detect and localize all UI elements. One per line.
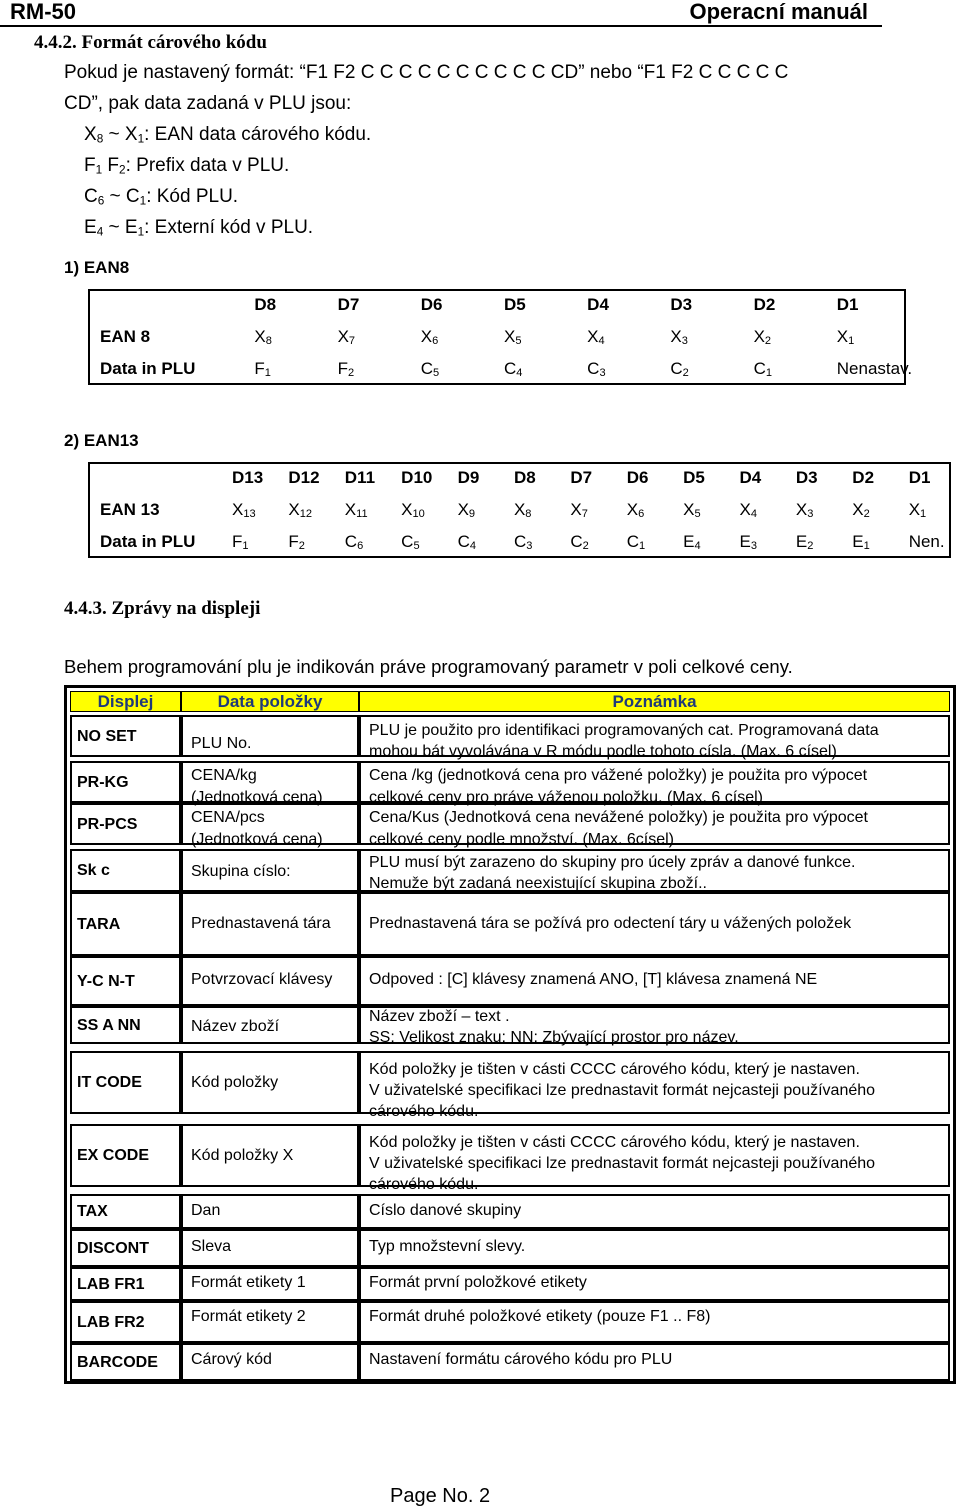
- note-text: Prednastavená tára se požívá pro odectení táry u vážených položek: [369, 915, 852, 932]
- digit-header: D10: [401, 468, 433, 487]
- display-code: TARA: [77, 915, 121, 933]
- item-data: Sleva: [191, 1238, 232, 1255]
- note-text: PLU je použito pro identifikaci programovaných cat. Programovaná data: [369, 722, 879, 739]
- ean8-label: 1) EAN8: [64, 258, 130, 277]
- digit-header: D8: [254, 295, 277, 314]
- section-442-title: 4.4.2. Formát cárového kódu: [34, 32, 267, 53]
- digit-header: D3: [670, 295, 693, 314]
- digit-header: D11: [344, 468, 376, 487]
- note-text: Název zboží – text .: [369, 1008, 510, 1025]
- note-text: Nemuže být zadaná neexistující skupina zboží..: [369, 875, 707, 892]
- digit-header: D4: [739, 468, 762, 487]
- digit-cell: $X_6$: [420, 326, 439, 348]
- row-label: Data in PLU: [100, 359, 196, 378]
- ean8-header-row: [90, 289, 904, 321]
- item-data: Dan: [191, 1202, 221, 1219]
- display-code: BARCODE: [77, 1353, 158, 1371]
- note-text: Formát první položkové etikety: [369, 1274, 587, 1291]
- definition-line: $C_6$ ~ $C_1$: Kód PLU.: [84, 186, 239, 208]
- digit-cell: $X_{12}$: [288, 499, 313, 521]
- note-text: Kód položky je tišten v cásti CCCC cárového kódu, který je nastaven.: [369, 1134, 860, 1151]
- display-code: EX CODE: [77, 1147, 150, 1164]
- digit-cell: $X_{13}$: [232, 499, 256, 521]
- digit-cell: $X_1$: [908, 499, 927, 521]
- ean8-table: [90, 289, 913, 385]
- display-code: DISCONT: [77, 1239, 149, 1257]
- digit-header: D7: [337, 295, 360, 314]
- ean13-label: 2) EAN13: [64, 431, 139, 450]
- digit-cell: Nen.: [908, 531, 945, 551]
- digit-header: D6: [626, 468, 649, 487]
- digit-cell: $C_3$: [513, 531, 533, 553]
- digit-header: D9: [457, 468, 480, 487]
- digit-cell: $X_9$: [457, 499, 476, 521]
- digit-cell: $E_4$: [683, 531, 701, 553]
- digit-cell: $E_3$: [739, 531, 758, 553]
- display-code: LAB FR1: [77, 1275, 145, 1293]
- ean8-plu-row: [90, 353, 904, 385]
- item-data: Cárový kód: [191, 1351, 272, 1368]
- digit-cell: $E_1$: [852, 531, 870, 553]
- section-442-intro-line1: Pokud je nastavený formát: “F1 F2 C C C C C C C C C C CD” nebo “F1 F2 C C C C C: [64, 62, 789, 83]
- ean13-table: [90, 462, 949, 558]
- ean13-header-row: [90, 462, 949, 494]
- note-text: Cena/Kus (Jednotková cena nevážené položky) je použita pro výpocet: [369, 809, 868, 826]
- item-data: CENA/kg: [191, 767, 257, 784]
- digit-cell: $C_1$: [753, 358, 773, 380]
- note-text: Cena /kg (jednotková cena pro vážené položky) je použita pro výpocet: [369, 767, 868, 784]
- digit-header: D13: [232, 468, 264, 487]
- note-text: Nastavení formátu cárového kódu pro PLU: [369, 1351, 673, 1368]
- display-code: SS A NN: [77, 1016, 141, 1034]
- digit-cell: $X_6$: [626, 499, 645, 521]
- note-text: SS: Velikost znaku; NN: Zbývající prostor pro název.: [369, 1029, 739, 1046]
- digit-cell: $X_4$: [587, 326, 605, 348]
- digit-cell: $X_3$: [670, 326, 688, 348]
- digit-cell: $X_3$: [795, 499, 814, 521]
- note-text: Typ množstevní slevy.: [369, 1238, 526, 1255]
- digit-header: D7: [570, 468, 593, 487]
- digit-cell: $C_5$: [401, 531, 420, 553]
- document-header-title: Operacní manuál: [689, 0, 868, 24]
- digit-header: D2: [852, 468, 875, 487]
- item-data: Kód položky: [191, 1074, 279, 1091]
- digit-cell: $C_6$: [344, 531, 364, 553]
- digit-header: D4: [587, 295, 609, 314]
- note-text: mohou bát vyvolávána v R módu podle tohoto císla. (Max. 6 císel): [369, 743, 837, 760]
- note-text: V uživatelské specifikaci lze prednastavit formát nejcasteji používaného: [369, 1082, 876, 1099]
- item-data: Formát etikety 2: [191, 1308, 306, 1325]
- digit-cell: $X_2$: [852, 499, 870, 521]
- digit-cell: $X_{11}$: [344, 499, 368, 521]
- item-data: PLU No.: [191, 735, 252, 752]
- digit-header: D8: [513, 468, 536, 487]
- digit-cell: $X_7$: [337, 326, 356, 348]
- digit-cell: $C_2$: [570, 531, 589, 553]
- digit-cell: $F_2$: [337, 358, 355, 380]
- item-data: CENA/pcs: [191, 809, 265, 826]
- digit-header: D5: [503, 295, 526, 314]
- display-code: Sk c: [77, 862, 110, 879]
- ean13-code-row: [90, 494, 949, 526]
- section-443-title: 4.4.3. Zprávy na displeji: [64, 598, 261, 619]
- digit-header: D3: [795, 468, 818, 487]
- note-text: cárového kódu.: [369, 1176, 479, 1193]
- digit-cell: $C_4$: [503, 358, 523, 380]
- display-messages-table: [64, 685, 956, 1384]
- ean13-plu-row: [90, 526, 949, 558]
- definition-line: $X_8$ ~ $X_1$: EAN data cárového kódu.: [84, 124, 372, 146]
- digit-cell: $X_8$: [254, 326, 272, 348]
- digit-cell: $X_1$: [836, 326, 855, 348]
- digit-cell: $F_2$: [288, 531, 305, 553]
- digit-cell: $C_4$: [457, 531, 476, 553]
- digit-cell: $X_7$: [570, 499, 588, 521]
- display-code: IT CODE: [77, 1074, 142, 1091]
- column-header-data: Data položky: [181, 691, 359, 712]
- section-442-intro-line2: CD”, pak data zadaná v PLU jsou:: [64, 93, 352, 114]
- note-text: Odpoved : [C] klávesy znamená ANO, [T] klávesa znamená NE: [369, 971, 818, 988]
- page-number: Page No. 2: [390, 1485, 491, 1507]
- column-header-display: Displej: [70, 691, 181, 712]
- item-data: Prednastavená tára: [191, 915, 331, 932]
- digit-cell: $C_5$: [420, 358, 440, 380]
- row-label: Data in PLU: [100, 532, 196, 551]
- item-data: Formát etikety 1: [191, 1274, 306, 1291]
- digit-cell: $X_2$: [753, 326, 772, 348]
- note-text: celkové ceny pro práve váženou položku. (Max. 6 císel): [369, 789, 763, 806]
- digit-cell: $X_{10}$: [401, 499, 425, 521]
- digit-cell: $X_5$: [503, 326, 522, 348]
- note-text: celkové ceny podle množství. (Max. 6císel): [369, 831, 675, 848]
- display-code: PR-PCS: [77, 815, 138, 833]
- item-data: (Jednotková cena): [191, 831, 323, 848]
- definition-line: $F_1$ $F_2$: Prefix data v PLU.: [84, 155, 290, 177]
- digit-cell: $C_3$: [587, 358, 606, 380]
- digit-header: D5: [683, 468, 705, 487]
- digit-cell: $X_4$: [739, 499, 758, 521]
- note-text: Císlo danové skupiny: [369, 1202, 522, 1219]
- item-data: Název zboží: [191, 1018, 280, 1035]
- item-data: (Jednotková cena): [191, 789, 323, 806]
- digit-cell: $X_5$: [683, 499, 701, 521]
- display-code: NO SET: [77, 727, 137, 745]
- note-text: Kód položky je tišten v cásti CCCC cárového kódu, který je nastaven.: [369, 1061, 860, 1078]
- section-443-intro: Behem programování plu je indikován práve programovaný parametr v poli celkové ceny.: [64, 656, 793, 677]
- row-label: EAN 13: [100, 500, 160, 519]
- note-text: Formát druhé položkové etikety (pouze F1 .. F8): [369, 1308, 711, 1325]
- digit-header: D2: [753, 295, 776, 314]
- ean8-code-row: [90, 321, 904, 353]
- digit-header: D1: [836, 295, 859, 314]
- item-data: Kód položky X: [191, 1147, 294, 1164]
- display-code: TAX: [77, 1203, 108, 1220]
- document-header-model: RM-50: [10, 0, 77, 24]
- item-data: Potvrzovací klávesy: [191, 971, 333, 988]
- display-code: LAB FR2: [77, 1313, 145, 1331]
- note-text: cárového kódu.: [369, 1103, 479, 1120]
- display-code: Y-C N-T: [77, 972, 135, 990]
- digit-header: D1: [908, 468, 931, 487]
- column-header-note: Poznámka: [359, 691, 950, 712]
- digit-cell: $X_8$: [513, 499, 532, 521]
- display-code: PR-KG: [77, 773, 129, 791]
- digit-cell: $C_2$: [670, 358, 689, 380]
- digit-cell: Nenastav.: [836, 358, 913, 378]
- digit-header: D12: [288, 468, 320, 487]
- digit-cell: $F_1$: [254, 358, 271, 380]
- header-rule: [0, 25, 882, 27]
- item-data: Skupina císlo:: [191, 863, 291, 880]
- row-label: EAN 8: [100, 327, 151, 346]
- definition-line: $E_4$ ~ $E_1$: Externí kód v PLU.: [84, 217, 314, 239]
- note-text: PLU musí být zarazeno do skupiny pro úcely zpráv a danové funkce.: [369, 854, 856, 871]
- digit-header: D6: [420, 295, 443, 314]
- digit-cell: $F_1$: [232, 531, 249, 553]
- note-text: V uživatelské specifikaci lze prednastavit formát nejcasteji používaného: [369, 1155, 876, 1172]
- digit-cell: $C_1$: [626, 531, 646, 553]
- digit-cell: $E_2$: [795, 531, 814, 553]
